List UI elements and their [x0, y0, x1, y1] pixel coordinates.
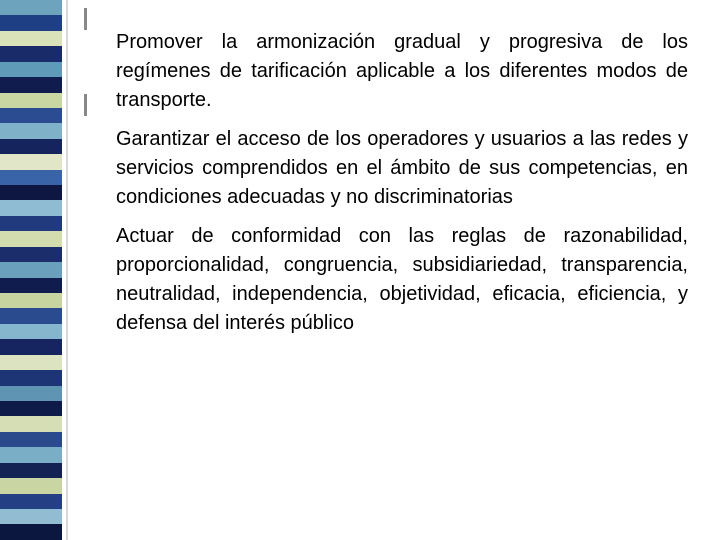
stripe-segment: [0, 308, 62, 323]
stripe-segment: [0, 447, 62, 462]
stripe-segment: [0, 494, 62, 509]
stripe-segment: [0, 370, 62, 385]
stripe-segment: [0, 139, 62, 154]
bullet-mark: [84, 94, 87, 116]
stripe-segment: [0, 170, 62, 185]
slide-content: [116, 28, 688, 348]
stripe-segment: [0, 509, 62, 524]
stripe-segment: [0, 0, 62, 15]
stripe-segment: [0, 200, 62, 215]
stripe-segment: [0, 108, 62, 123]
stripe-segment: [0, 524, 62, 539]
stripe-segment: [0, 463, 62, 478]
stripe-segment: [0, 262, 62, 277]
paragraph-access: Garantizar el acceso de los operadores y usuarios a las redes y servicios comprendidos en el ámbito de sus competencias, en condiciones adecuadas y no discriminatorias: [116, 128, 688, 208]
stripe-segment: [0, 231, 62, 246]
stripe-segment: [0, 401, 62, 416]
stripe-segment: [0, 293, 62, 308]
stripe-segment: [0, 386, 62, 401]
bullet-mark: [84, 8, 87, 30]
stripe-segment: [0, 247, 62, 262]
stripe-segment: [0, 432, 62, 447]
stripe-segment: [0, 416, 62, 431]
stripe-segment: [0, 62, 62, 77]
stripe-segment: [0, 31, 62, 46]
decorative-stripe-bar: [0, 0, 62, 540]
stripe-segment: [0, 46, 62, 61]
stripe-segment: [0, 324, 62, 339]
stripe-segment: [0, 355, 62, 370]
stripe-segment: [0, 123, 62, 138]
stripe-segment: [0, 278, 62, 293]
stripe-segment: [0, 93, 62, 108]
stripe-segment: [0, 216, 62, 231]
stripe-segment: [0, 77, 62, 92]
stripe-segment: [0, 185, 62, 200]
stripe-segment: [0, 339, 62, 354]
stripe-segment: [0, 154, 62, 169]
paragraph-principles: Actuar de conformidad con las reglas de razonabilidad, proporcionalidad, congruencia, subsidiariedad, transparencia, neutralidad, independencia, objetividad, eficacia, eficiencia, y defensa del interés público: [116, 225, 688, 334]
stripe-segment: [0, 478, 62, 493]
stripe-divider-line: [66, 0, 68, 540]
paragraph-tarification: Promover la armonización gradual y progresiva de los regímenes de tarificación aplicable a los diferentes modos de transporte.: [116, 31, 688, 111]
stripe-segment: [0, 15, 62, 30]
